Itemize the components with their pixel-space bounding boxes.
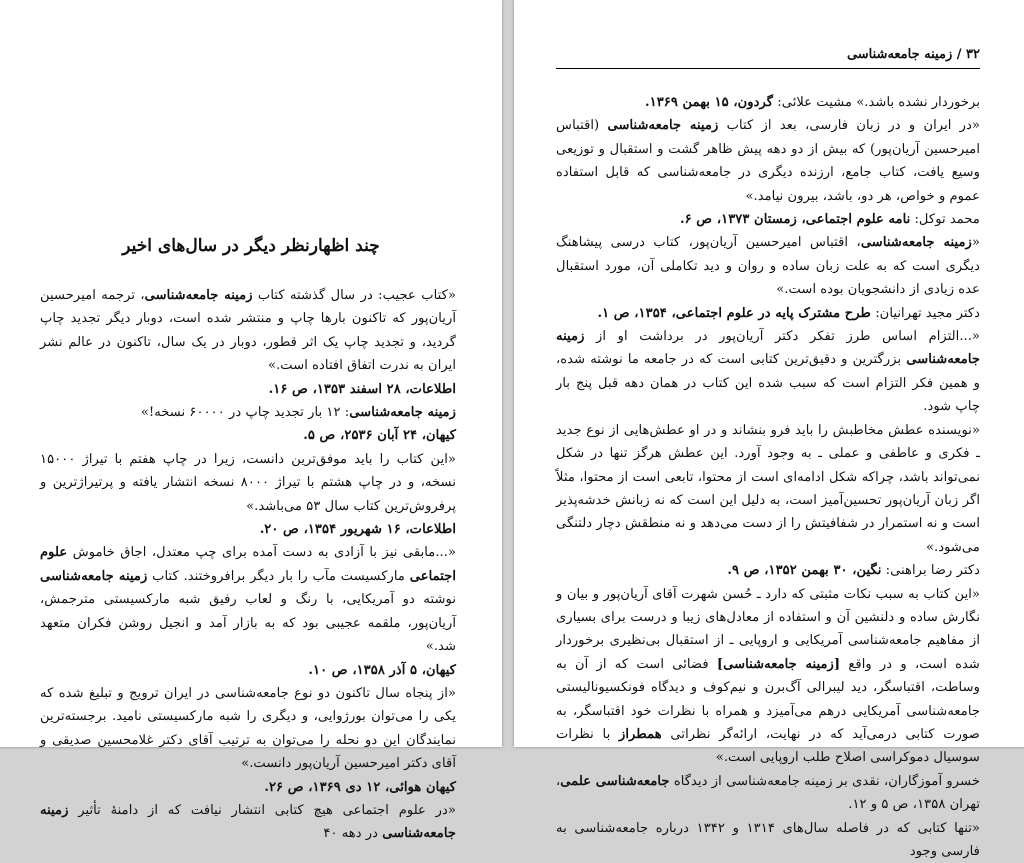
bold-text-segment: کیهان، ۵ آذر ۱۳۵۸، ص ۱۰. [308, 662, 456, 678]
paragraph [40, 799, 456, 846]
text-segment: در دهه ۴۰ [323, 826, 383, 842]
bold-text-segment: علوم اجتماعی [40, 545, 457, 584]
text-segment: «...التزام اساس طرز تفکر دکتر آریان‌پور در برداشت او از [584, 329, 980, 345]
text-segment: نوشته دو آمریکایی، با رنگ و لعاب رفیق شبه مارکسیستی مترجمش، آریان‌پور، ملقمه عجیبی بود که به بازار آمد و انجیل روشن فکران متعهد شد.» [40, 592, 456, 655]
bold-text-segment: اطلاعات، ۱۶ شهریور ۱۳۵۴، ص ۲۰. [259, 522, 456, 538]
paragraph [556, 325, 980, 419]
bold-text-segment: [زمینه جامعه‌شناسی] [716, 656, 841, 672]
text-segment: مارکسیست مآب را بار دیگر برافروختند. کتاب [147, 568, 410, 584]
text-segment: برخوردار نشده باشد.» [852, 95, 980, 110]
text-segment: «از پنجاه سال تاکنون دو نوع جامعه‌شناسی در ایران ترویج و تبلیغ شده که یکی را می‌توان بورژوایی، و دیگری را شبه مارکسیستی نامید. برجسته‌ترین نمایندگان این دو نحله را می‌توان به ترتیب آقای دکتر غلامحسین صدیقی و آقای دکتر امیرحسین آریان‌پور دانست.» [40, 685, 456, 772]
bold-text-segment: زمینه جامعه‌شناسی [860, 235, 972, 251]
text-segment: دکتر مجید تهرانیان: [871, 305, 980, 321]
bold-text-segment: زمینه جامعه‌شناسی [556, 329, 980, 368]
text-segment: «...مابقی نیز با آزادی به دست آمده برای چپ معتدل، اجاق خاموش [67, 545, 456, 561]
text-segment: با نظرات سوسیال دموکراسی اصلاح طلب اروپایی است.» [556, 726, 980, 766]
paragraph [556, 91, 980, 114]
bold-text-segment: جامعه‌شناسی علمی [560, 773, 670, 789]
paragraph [40, 518, 456, 541]
bold-text-segment: نگین، ۳۰ بهمن ۱۳۵۲، ص ۹. [727, 563, 882, 579]
bold-text-segment: همطراز [618, 726, 662, 742]
header-rule [556, 68, 980, 69]
bold-text-segment: کیهان هوائی، ۱۲ دی ۱۳۶۹، ص ۲۶. [264, 779, 456, 795]
right-page [514, 0, 1024, 859]
left-page-body [40, 284, 456, 846]
text-segment: « [971, 235, 980, 251]
text-segment: خسرو آموزگاران، نقدی بر زمینه جامعه‌شناسی از دیدگاه [669, 773, 980, 789]
text-segment: «در علوم اجتماعی هیچ کتابی انتشار نیافت که از دامنهٔ تأثیر [68, 802, 456, 818]
paragraph [40, 378, 456, 401]
text-segment: دکتر رضا براهنی: [881, 563, 980, 579]
paragraph [40, 776, 456, 799]
text-segment: «تنها کتابی که در فاصله سال‌های ۱۳۱۴ و ۱۳۴۲ درباره جامعه‌شناسی به فارسی وجود [556, 820, 980, 859]
paragraph [556, 770, 980, 817]
right-page-body [556, 91, 980, 863]
paragraph [556, 231, 980, 301]
left-page [0, 0, 502, 842]
bold-text-segment: نامه علوم اجتماعی، زمستان ۱۳۷۳، ص ۶. [680, 212, 911, 228]
running-head: ۳۲ / زمینه جامعه‌شناسی [846, 47, 980, 62]
bold-text-segment: زمینه جامعه‌شناسی [607, 118, 719, 134]
text-segment: بزرگترین و دقیق‌ترین کتابی است که در جامعه ما نوشته شده، و همین فکر التزام است که سبب شده این کتاب در همان دهه قبل پنج بار چاپ شود. [556, 352, 980, 415]
text-segment: (اقتباس امیرحسین آریان‌پور) که بیش از دو دهه پیش ظاهر گشت و استقبال و توزیعی وسیع یافت، کتاب جامع، ارزنده دیگری در جامعه‌شناسی که قابل استفاده عموم و خواص، هر دو، باشد، بیرون نیامد.» [556, 118, 980, 204]
text-segment: ، تهران ۱۳۵۸، ص ۵ و ۱۲. [556, 773, 980, 813]
paragraph [40, 682, 456, 776]
bold-text-segment: اطلاعات، ۲۸ اسفند ۱۳۵۳، ص ۱۶. [268, 381, 456, 397]
paragraph [556, 302, 980, 325]
paragraph [40, 424, 456, 447]
bold-text-segment: زمینه جامعه‌شناسی [40, 568, 148, 584]
paragraph [40, 448, 456, 518]
text-segment: ، اقتباس امیرحسین آریان‌پور، کتاب درسی پیشاهنگ دیگری است که به علت زبان ساده و روان و دید تکاملی آن، مورد استقبال عده زیادی از دانشجویان بوده است.» [556, 235, 980, 298]
text-segment: «کتاب عجیب: در سال گذشته کتاب [252, 288, 456, 303]
paragraph [556, 419, 980, 559]
bold-text-segment: کیهان، ۲۴ آبان ۲۵۳۶، ص ۵. [303, 428, 456, 444]
paragraph [40, 659, 456, 682]
text-segment: «نویسنده عطش مخاطبش را باید فرو بنشاند و در او عطش‌هایی از نوع جدید ـ فکری و عاطفی و عملی ـ به وجود آورد. این عطش هرگز تنها در شکل نمی‌تواند باشد، چراکه شکل ادامه‌ای است از محتوا، تابعی است از محتوا، مثلاً اگر زبان آریان‌پور تحسین‌آمیز است، به دلیل این است که نه زبانش خدشه‌پذیر است و نه استمرار در شفافیتش را از دست می‌دهد و نه منطقش دچار دلتنگی می‌شود.» [556, 422, 980, 555]
paragraph [556, 208, 980, 231]
text-segment: محمد توکل: [910, 212, 980, 228]
paragraph [556, 817, 980, 863]
bold-text-segment: گردون، ۱۵ بهمن ۱۳۶۹. [645, 95, 774, 110]
chapter-title: چند اظهارنظر دیگر در سال‌های اخیر [122, 236, 380, 256]
bold-text-segment: طرح مشترک پایه در علوم اجتماعی، ۱۳۵۴، ص ۱. [597, 305, 872, 321]
bold-text-segment: زمینه جامعه‌شناسی [349, 405, 456, 421]
text-segment: «در ایران و در زبان فارسی، بعد از کتاب [718, 118, 980, 134]
text-segment: «این کتاب را باید موفق‌ترین دانست، زیرا در چاپ هفتم با تیراژ ۱۵۰۰۰ نسخه، و در چاپ هشتم با تیراژ ۸۰۰۰ نسخه انتشار یافته و پرتیراژترین و پرفروش‌ترین کتاب سال ۵۳ می‌باشد.» [40, 451, 456, 514]
text-segment: «این کتاب به سبب نکات مثبتی که دارد ـ حُسن شهرت آقای آریان‌پور و بیان و نگارش ساده و دلنشین آن و استفاده از معادل‌های زیبا و درست برای بسیاری از مفاهیم جامعه‌شناسی آمریکایی و اروپایی ـ از استقبال بی‌نظیری برخوردار شده است، و در واقع [556, 586, 980, 672]
paragraph [40, 401, 456, 424]
paragraph [556, 559, 980, 582]
text-segment: ، ترجمه امیرحسین آریان‌پور که تاکنون بارها چاپ و منتشر شده است، دوبار دیگر تجدید چاپ گردید، و تجدید چاپ یک اثر قطور، دوبار در یک سال، تاکنون در عالم نشر ایران به ندرت اتفاق افتاده است.» [40, 288, 456, 374]
paragraph [40, 284, 456, 378]
text-segment: : ۱۲ بار تجدید چاپ در ۶۰۰۰۰ نسخه!» [140, 405, 350, 421]
text-segment: مشیت علائی: [773, 95, 853, 110]
bold-text-segment: زمینه جامعه‌شناسی [40, 802, 456, 842]
paragraph [556, 114, 980, 208]
paragraph [556, 583, 980, 770]
paragraph [40, 541, 456, 658]
text-segment: فضائی است که از آن به وساطت، اقتباسگر، دید لیبرالی آگ‌برن و نیم‌کوف و دیدگاه فونکسیونالیستی جامعه‌شناسی آمریکایی درهم می‌آمیزد و همراه با نظرات خود اقتباسگر، به صورت کتابی درمی‌آید که در نهایت، ارائه‌گر نظراتی [556, 656, 980, 742]
bold-text-segment: زمینه جامعه‌شناسی [144, 288, 253, 303]
